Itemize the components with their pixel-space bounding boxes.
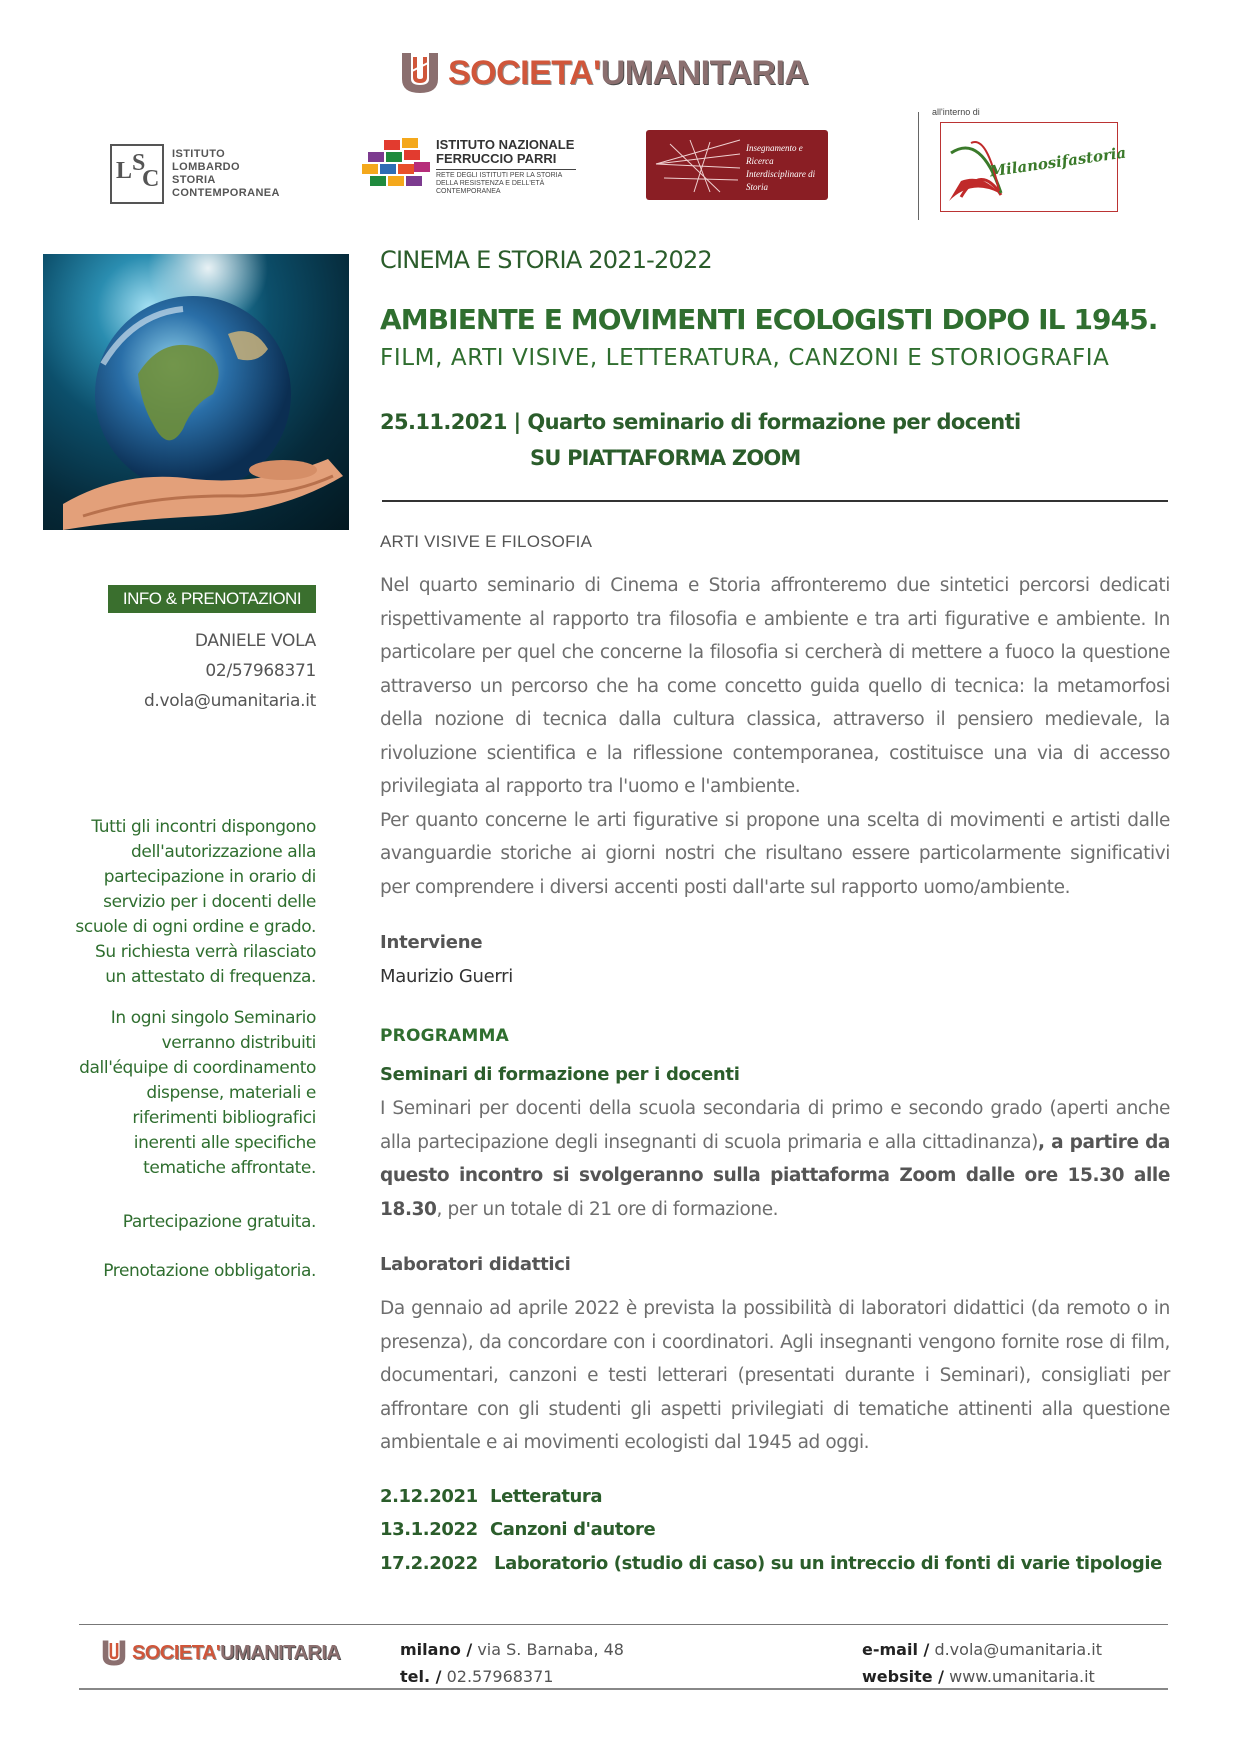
laboratori-heading: Laboratori didattici: [380, 1254, 571, 1275]
milanosifastoria-logo: [940, 122, 1128, 212]
umanitaria-emblem-icon: [398, 49, 442, 97]
note-line: servizio per i docenti delle: [103, 892, 316, 912]
seminari-text-a: I Seminari per docenti della scuola secondaria di primo e secondo grado (aperti anche alla partecipazione degli insegnanti di scuola primaria e alla cittadinanza): [380, 1098, 1170, 1153]
contact-block: [144, 626, 316, 716]
iris-line: Interdisciplinare di: [746, 169, 816, 179]
iris-line: Ricerca: [746, 156, 774, 166]
milano-caption: all'interno di: [932, 107, 980, 117]
footer-logo: [100, 1638, 340, 1668]
iris-line: Storia: [746, 182, 769, 192]
booking-note: Prenotazione obbligatoria.: [103, 1261, 316, 1281]
footer-city-label: milano /: [400, 1640, 473, 1659]
ilsc-monogram-icon: L S C: [110, 144, 164, 204]
note-line: scuole di ogni ordine e grado.: [75, 917, 316, 937]
info-badge: INFO & PRENOTAZIONI: [108, 585, 316, 613]
note-line: dispense, materiali e: [146, 1083, 316, 1103]
title-divider: [382, 500, 1168, 502]
iris-logo: [646, 130, 828, 200]
description-para1: Nel quarto seminario di Cinema e Storia affronteremo due sintetici percorsi dedicati rispettivamente al rapporto tra filosofia e ambiente e tra arti figurative e ambiente. In particolare per quel che concerne la filosofia si cercherà di mettere a fuoco la questione attraverso un percorso che ha come concetto guida quello di tecnica: la metamorfosi della nozione di tecnica dalla cultura classica, attraverso il pensiero medievale, la rivoluzione scientifica e la riflessione contemporanea, costituisce una via di accesso privilegiata al rapporto tra l'uomo e l'ambiente.: [380, 575, 1170, 797]
note-line: Su richiesta verrà rilasciato: [94, 942, 316, 962]
ilsc-line: LOMBARDO: [172, 161, 240, 173]
series-kicker: CINEMA E STORIA 2021-2022: [380, 246, 712, 274]
event-date-line: 25.11.2021 | Quarto seminario di formazione per docenti: [380, 410, 1021, 434]
logo-societa: SOCIETA': [132, 1641, 221, 1664]
page-subtitle: FILM, ARTI VISIVE, LETTERATURA, CANZONI E STORIOGRAFIA: [380, 345, 1110, 371]
footer-web-label: website /: [862, 1667, 945, 1686]
schedule-title: Laboratorio (studio di caso) su un intreccio di fonti di varie tipologie: [494, 1553, 1162, 1574]
parri-mosaic-icon: [362, 138, 430, 194]
logo-umanitaria: UMANITARIA: [600, 53, 809, 92]
note-line: dall'équipe di coordinamento: [79, 1058, 316, 1078]
header-logo-wordmark: [448, 54, 808, 93]
schedule-date: 17.2.2022: [380, 1553, 478, 1574]
parri-text: [436, 138, 576, 196]
note-line: riferimenti bibliografici: [132, 1108, 316, 1128]
footer-contacts: [862, 1636, 1102, 1690]
footer-address-text: via S. Barnaba, 48: [477, 1640, 624, 1659]
section-label: ARTI VISIVE E FILOSOFIA: [380, 532, 593, 551]
footer-website[interactable]: www.umanitaria.it: [949, 1667, 1095, 1686]
contact-email[interactable]: d.vola@umanitaria.it: [143, 691, 316, 711]
parri-logo: [362, 138, 576, 196]
ilsc-name: [172, 148, 280, 200]
note-line: verranno distribuiti: [161, 1033, 316, 1053]
footer-logo-wordmark: [132, 1642, 340, 1665]
seminari-text-c: , per un totale di 21 ore di formazione.: [436, 1198, 779, 1220]
note-line: tematiche affrontate.: [143, 1158, 316, 1178]
logo-umanitaria: UMANITARIA: [220, 1641, 341, 1664]
earth-in-hand-image: [43, 254, 349, 530]
divider: [918, 112, 919, 220]
iris-diagram-icon: [650, 134, 746, 196]
seminari-heading: Seminari di formazione per i docenti: [380, 1064, 740, 1085]
authorization-note: [75, 815, 316, 990]
description-para2: Per quanto concerne le arti figurative si propone una scelta di movimenti e artisti dalle avanguardie storiche ai giorni nostri che risultano essere particolarmente significativi per comprendere i diversi accenti posti dall'arte sul rapporto uomo/ambiente.: [380, 809, 1170, 898]
speaker-name: Maurizio Guerri: [380, 966, 513, 987]
speaker-label: Interviene: [380, 932, 483, 953]
schedule-date: 2.12.2021: [380, 1486, 478, 1507]
schedule-date: 13.1.2022: [380, 1519, 478, 1540]
note-line: un attestato di frequenza.: [105, 967, 316, 987]
note-line: dell'autorizzazione alla: [131, 842, 316, 862]
logo-societa: SOCIETA': [448, 53, 601, 92]
schedule-item: [380, 1519, 655, 1540]
footer-email-label: e-mail /: [862, 1640, 930, 1659]
seminari-text-b: , a partire da questo incontro si svolgeranno sulla piattaforma Zoom dalle ore 15.30 alle 18.30: [380, 1131, 1170, 1220]
note-line: In ogni singolo Seminario: [110, 1008, 316, 1028]
schedule-title: Letteratura: [490, 1486, 603, 1507]
earth-illustration-icon: [43, 254, 349, 530]
footer-bottom-rule: [79, 1688, 1168, 1690]
event-platform-line: SU PIATTAFORMA ZOOM: [530, 446, 801, 470]
laboratori-text: Da gennaio ad aprile 2022 è prevista la possibilità di laboratori didattici (da remoto o in presenza), da concordare con i coordinatori. Agli insegnanti vengono fornite rose di film, documentari, canzoni e testi letterari (presentati durante i Seminari), consigliati per affrontare con gli studenti gli aspetti privilegiati di tematiche attinenti alla questione ambientale e ai movimenti ecologisti dal 1945 ad oggi.: [380, 1298, 1170, 1453]
contact-name: DANIELE VOLA: [194, 631, 316, 651]
program-heading: PROGRAMMA: [380, 1026, 509, 1046]
footer-email[interactable]: d.vola@umanitaria.it: [934, 1640, 1103, 1659]
parri-title-line1: ISTITUTO NAZIONALE: [436, 137, 575, 152]
schedule-item: [380, 1486, 602, 1507]
parri-title-line2: FERRUCCIO PARRI: [436, 151, 557, 166]
materials-note: [79, 1006, 316, 1181]
seminari-text: [380, 1092, 1170, 1226]
schedule-item: [380, 1553, 1162, 1574]
footer-address: [400, 1636, 624, 1690]
ilsc-line: ISTITUTO: [172, 148, 226, 160]
parri-subtitle: RETE DEGLI ISTITUTI PER LA STORIA DELLA RESISTENZA E DELL'ETÀ CONTEMPORANEA: [436, 169, 576, 196]
description: [380, 569, 1170, 904]
footer-tel[interactable]: 02.57968371: [446, 1667, 554, 1686]
umanitaria-emblem-icon: [100, 1638, 128, 1668]
header-logo: [398, 48, 808, 98]
iris-text: [746, 142, 815, 194]
footer-divider: [79, 1624, 1168, 1625]
contact-phone[interactable]: 02/57968371: [205, 661, 316, 681]
page-title: AMBIENTE E MOVIMENTI ECOLOGISTI DOPO IL 1945.: [380, 303, 1158, 336]
ilsc-line: STORIA: [172, 174, 216, 186]
milanosifastoria-wordmark: Milanosifastoria: [988, 143, 1128, 181]
note-line: Tutti gli incontri dispongono: [91, 817, 316, 837]
free-participation-note: Partecipazione gratuita.: [122, 1212, 316, 1232]
note-line: partecipazione in orario di: [103, 867, 316, 887]
schedule-title: Canzoni d'autore: [490, 1519, 656, 1540]
footer-tel-label: tel. /: [400, 1667, 442, 1686]
ilsc-logo: [110, 144, 280, 204]
note-line: inerenti alle specifiche: [133, 1133, 316, 1153]
iris-line: Insegnamento e: [746, 143, 803, 153]
ilsc-line: CONTEMPORANEA: [172, 187, 280, 199]
